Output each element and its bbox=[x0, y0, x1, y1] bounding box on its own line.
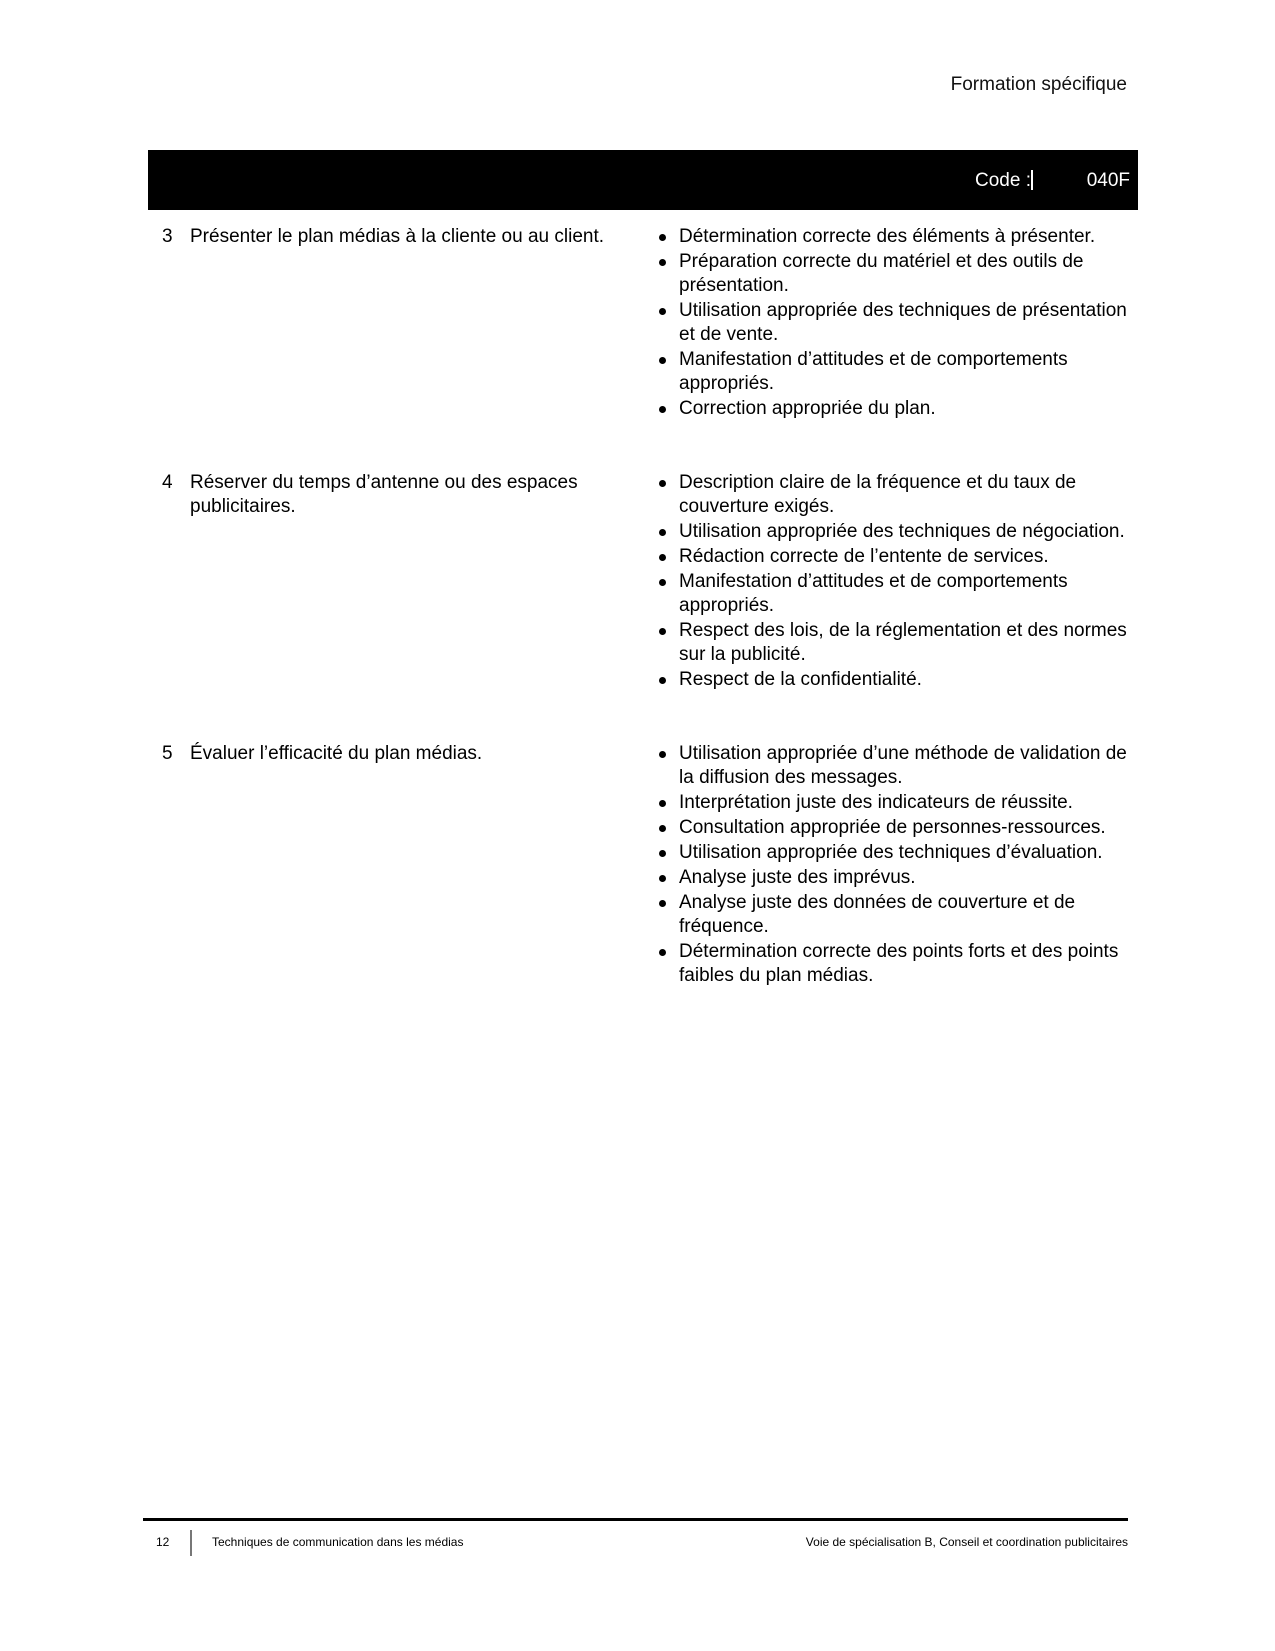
footer-specialization: Voie de spécialisation B, Conseil et coordination publicitaires bbox=[805, 1535, 1128, 1549]
footer-separator bbox=[190, 1530, 192, 1556]
performance-criteria-list bbox=[657, 225, 1127, 422]
element-text: Réserver du temps d’antenne ou des espaces publicitaires. bbox=[190, 472, 578, 517]
section-title: Formation spécifique bbox=[950, 74, 1127, 95]
criterion-item: Analyse juste des imprévus. bbox=[657, 866, 1127, 890]
criterion-item: Respect des lois, de la réglementation et des normes sur la publicité. bbox=[657, 619, 1127, 667]
performance-criteria-list bbox=[657, 742, 1127, 989]
criterion-item: Manifestation d’attitudes et de comportements appropriés. bbox=[657, 348, 1127, 396]
criterion-item: Description claire de la fréquence et du taux de couverture exigés. bbox=[657, 471, 1127, 519]
criterion-item: Correction appropriée du plan. bbox=[657, 397, 1127, 421]
criterion-item: Rédaction correcte de l’entente de services. bbox=[657, 545, 1127, 569]
footer-program-title: Techniques de communication dans les médias bbox=[212, 1535, 464, 1549]
criterion-item: Détermination correcte des points forts et des points faibles du plan médias. bbox=[657, 940, 1127, 988]
element-number: 4 bbox=[162, 472, 173, 493]
criterion-item: Interprétation juste des indicateurs de réussite. bbox=[657, 791, 1127, 815]
criterion-item: Utilisation appropriée des techniques de présentation et de vente. bbox=[657, 299, 1127, 347]
footer-rule bbox=[143, 1518, 1128, 1521]
criterion-item: Détermination correcte des éléments à présenter. bbox=[657, 225, 1127, 249]
criterion-item: Utilisation appropriée d’une méthode de validation de la diffusion des messages. bbox=[657, 742, 1127, 790]
criterion-item: Respect de la confidentialité. bbox=[657, 668, 1127, 692]
element-number: 3 bbox=[162, 226, 173, 247]
criterion-item: Manifestation d’attitudes et de comportements appropriés. bbox=[657, 570, 1127, 618]
element-text: Présenter le plan médias à la cliente ou au client. bbox=[190, 226, 605, 247]
page-number: 12 bbox=[156, 1535, 170, 1549]
competency-code bbox=[975, 170, 1130, 192]
code-value: 040F bbox=[1086, 170, 1130, 191]
criterion-item: Utilisation appropriée des techniques de négociation. bbox=[657, 520, 1127, 544]
criterion-item: Consultation appropriée de personnes-ressources. bbox=[657, 816, 1127, 840]
code-label: Code : bbox=[975, 170, 1031, 191]
element-number: 5 bbox=[162, 743, 173, 764]
performance-criteria-list bbox=[657, 471, 1127, 693]
criterion-item: Préparation correcte du matériel et des outils de présentation. bbox=[657, 250, 1127, 298]
criterion-item: Utilisation appropriée des techniques d’évaluation. bbox=[657, 841, 1127, 865]
criterion-item: Analyse juste des données de couverture et de fréquence. bbox=[657, 891, 1127, 939]
code-separator bbox=[1031, 170, 1033, 190]
element-text: Évaluer l’efficacité du plan médias. bbox=[190, 743, 483, 764]
